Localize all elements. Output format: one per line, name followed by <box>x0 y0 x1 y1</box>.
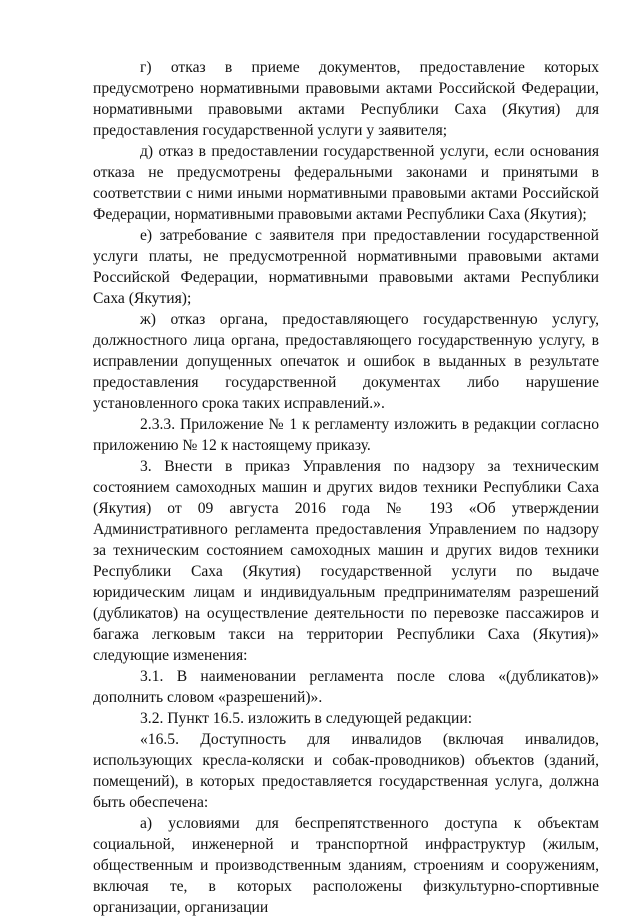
paragraph-2-3-3: 2.3.3. Приложение № 1 к регламенту изложить в редакции согласно приложению № 12 к настоящему приказу. <box>93 416 599 454</box>
paragraph-item-zh: ж) отказ органа, предоставляющего государственную услугу, должностного лица органа, предоставляющего государственную услугу, в исправлении допущенных опечаток и ошибок в выданных в результате предоставления государственной документах либо нарушение установленного срока таких исправлений.». <box>93 311 599 412</box>
paragraph-3-1: 3.1. В наименовании регламента после слова «(дубликатов)» дополнить словом «разрешений)». <box>93 668 599 706</box>
paragraph-item-d: д) отказ в предоставлении государственной услуги, если основания отказа не предусмотрены федеральными законами и принятыми в соответствии с ними иными нормативными правовыми актами Российской Федерации, нормативными правовыми актами Республики Саха (Якутия); <box>93 143 599 223</box>
paragraph-16-5: «16.5. Доступность для инвалидов (включая инвалидов, использующих кресла-коляски и собак-проводников) объектов (зданий, помещений), в которых предоставляется государственная услуга, должна быть обеспечена: <box>93 731 599 811</box>
paragraph-item-e: е) затребование с заявителя при предоставлении государственной услуги платы, не предусмотренной нормативными правовыми актами Российской Федерации, нормативными правовыми актами Республики Саха (Якутия); <box>93 227 599 307</box>
paragraph-3-2: 3.2. Пункт 16.5. изложить в следующей редакции: <box>140 710 473 727</box>
paragraph-item-a: а) условиями для беспрепятственного доступа к объектам социальной, инженерной и транспортной инфраструктур (жилым, общественным и производственным зданиям, строениям и сооружениям, включая те, в которых расположены физкультурно-спортивные организации, организации <box>93 815 599 916</box>
paragraph-item-g: г) отказ в приеме документов, предоставление которых предусмотрено нормативными правовыми актами Российской Федерации, нормативными правовыми актами Республики Саха (Якутия) для предоставления государственной услуги у заявителя; <box>93 59 599 139</box>
paragraph-3: 3. Внести в приказ Управления по надзору за техническим состоянием самоходных машин и других видов техники Республики Саха (Якутия) от 09 августа 2016 года № 193 «Об утверждении Административного регламента предоставления Управлением по надзору за техническим состоянием самоходных машин и других видов техники Республики Саха (Якутия) государственной услуги по выдаче юридическим лицам и индивидуальным предпринимателям разрешений (дубликатов) на осуществление деятельности по перевозке пассажиров и багажа легковым такси на территории Республики Саха (Якутия)» следующие изменения: <box>93 458 599 664</box>
document-body <box>93 57 599 918</box>
